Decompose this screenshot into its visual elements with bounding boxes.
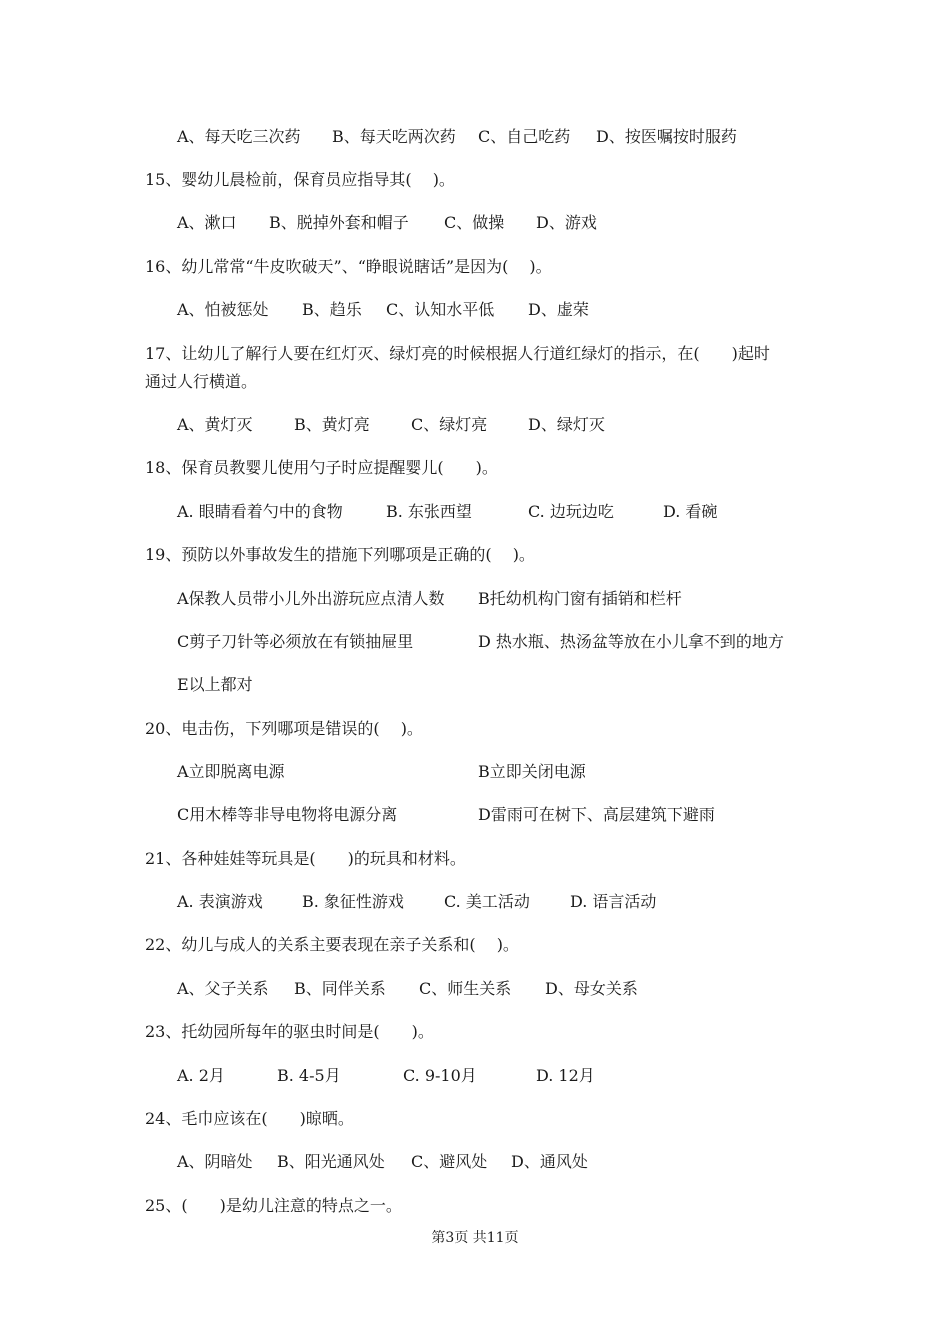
answer-option: B. 4-5月	[277, 1066, 341, 1085]
answer-option: C、认知水平低	[386, 300, 495, 319]
question-text: 通过人行横道。	[145, 372, 258, 391]
answer-option: B、脱掉外套和帽子	[269, 213, 409, 232]
answer-option: D雷雨可在树下、高层建筑下避雨	[478, 805, 715, 824]
question-text: 16、幼儿常常“牛皮吹破天”、“睁眼说瞎话”是因为( )。	[145, 257, 552, 276]
answer-option: C、自己吃药	[478, 127, 571, 146]
answer-option: D. 语言活动	[570, 892, 657, 911]
question-text: 19、预防以外事故发生的措施下列哪项是正确的( )。	[145, 545, 535, 564]
answer-option: B、阳光通风处	[277, 1152, 385, 1171]
answer-option: D、绿灯灭	[528, 415, 605, 434]
answer-option: A. 眼睛看着勺中的食物	[177, 502, 343, 521]
question-text: 20、电击伤，下列哪项是错误的( )。	[145, 719, 423, 738]
question-text: 15、婴幼儿晨检前，保育员应指导其( )。	[145, 170, 455, 189]
answer-option: A、怕被惩处	[177, 300, 269, 319]
answer-option: A、黄灯灭	[177, 415, 253, 434]
answer-option: D、母女关系	[545, 979, 638, 998]
answer-option: D、虚荣	[528, 300, 589, 319]
answer-option: A立即脱离电源	[177, 762, 285, 781]
answer-option: B、每天吃两次药	[332, 127, 456, 146]
question-text: 25、( )是幼儿注意的特点之一。	[145, 1196, 402, 1215]
answer-option: A保教人员带小儿外出游玩应点清人数	[177, 589, 445, 608]
answer-option: C. 9-10月	[403, 1066, 477, 1085]
answer-option: A、漱口	[177, 213, 237, 232]
answer-option: B托幼机构门窗有插销和栏杆	[478, 589, 682, 608]
answer-option: D 热水瓶、热汤盆等放在小儿拿不到的地方	[478, 632, 784, 651]
answer-option: D. 看碗	[663, 502, 718, 521]
answer-option: A. 表演游戏	[177, 892, 263, 911]
answer-option: B、同伴关系	[294, 979, 386, 998]
question-text: 18、保育员教婴儿使用勺子时应提醒婴儿( )。	[145, 458, 498, 477]
answer-option: A. 2月	[177, 1066, 225, 1085]
answer-option: C剪子刀针等必须放在有锁抽屉里	[177, 632, 414, 651]
answer-option: D、游戏	[536, 213, 597, 232]
question-text: 21、各种娃娃等玩具是( )的玩具和材料。	[145, 849, 466, 868]
answer-option: B、黄灯亮	[294, 415, 370, 434]
answer-option: A、父子关系	[177, 979, 269, 998]
answer-option: B. 东张西望	[386, 502, 472, 521]
answer-option: A、阴暗处	[177, 1152, 253, 1171]
question-text: 22、幼儿与成人的关系主要表现在亲子关系和( )。	[145, 935, 519, 954]
answer-option: B、趋乐	[302, 300, 362, 319]
answer-option: C、做操	[444, 213, 505, 232]
answer-option: B. 象征性游戏	[302, 892, 404, 911]
answer-option: C、绿灯亮	[411, 415, 488, 434]
answer-option: C、避风处	[411, 1152, 488, 1171]
answer-option: B立即关闭电源	[478, 762, 586, 781]
question-text: 23、托幼园所每年的驱虫时间是( )。	[145, 1022, 434, 1041]
answer-option: D、按医嘱按时服药	[596, 127, 737, 146]
answer-option: A、每天吃三次药	[177, 127, 301, 146]
question-text: 17、让幼儿了解行人要在红灯灭、绿灯亮的时候根据人行道红绿灯的指示，在( )起时	[145, 344, 770, 363]
question-text: 24、毛巾应该在( )晾晒。	[145, 1109, 354, 1128]
answer-option: E以上都对	[177, 675, 253, 694]
answer-option: D、通风处	[511, 1152, 588, 1171]
answer-option: C. 边玩边吃	[528, 502, 614, 521]
answer-option: D. 12月	[536, 1066, 595, 1085]
answer-option: C. 美工活动	[444, 892, 530, 911]
answer-option: C、师生关系	[419, 979, 512, 998]
answer-option: C用木棒等非导电物将电源分离	[177, 805, 398, 824]
page-footer: 第3页 共11页	[431, 1230, 519, 1246]
